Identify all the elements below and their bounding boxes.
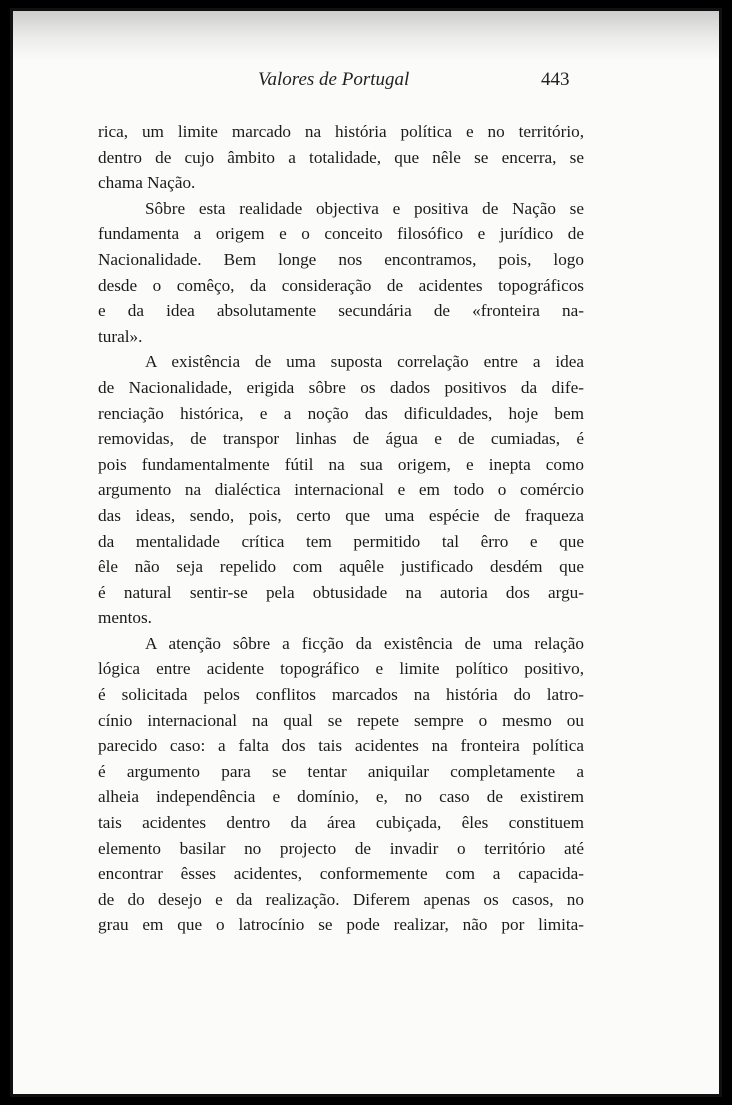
text-line: encontrar êsses acidentes, conformemente com a capacida- [98,864,584,884]
text-line: rica, um limite marcado na história política e no território, [98,122,584,141]
text-line: alheia independência e domínio, e, no caso de existirem [98,787,584,807]
text-line: fundamenta a origem e o conceito filosófico e jurídico de [98,224,584,244]
text-line: é natural sentir-se pela obtusidade na autoria dos argu- [98,582,584,602]
text-line: tais acidentes dentro da área cubiçada, êles constituem [98,813,584,833]
text-line: dentro de cujo âmbito a totalidade, que nêle se encerra, se [98,147,584,167]
text-line: é argumento para se tentar aniquilar completamente a [98,761,584,781]
text-line: é solicitada pelos conflitos marcados na história do latro- [98,685,584,705]
running-title: Valores de Portugal [258,69,410,90]
text-line: lógica entre acidente topográfico e limite político positivo, [98,659,584,679]
text-line: elemento basilar no projecto de invadir o território até [98,838,584,858]
text-line: chama Nação. [98,173,196,193]
text-line: mentos. [98,608,152,628]
text-line: e da idea absolutamente secundária de «fronteira na- [98,301,584,321]
text-line: Nacionalidade. Bem longe nos encontramos, pois, logo [98,249,584,269]
text-line: desde o comêço, da consideração de acidentes topográficos [98,275,584,295]
paragraph [98,349,584,631]
scan-shadow [13,11,722,61]
text-line: de do desejo e da realização. Diferem apenas os casos, no [98,889,584,909]
page-number: 443 [541,69,570,90]
paragraph [98,631,584,938]
page-header [13,69,719,99]
book-page [10,8,722,1097]
paragraph [98,119,584,196]
text-line: cínio internacional na qual se repete sempre o mesmo ou [98,710,584,730]
text-line: grau em que o latrocínio se pode realizar, não por limita- [98,915,584,935]
text-line: parecido caso: a falta dos tais acidentes na fronteira política [98,736,584,756]
body-text [98,119,584,938]
text-line: das ideas, sendo, pois, certo que uma espécie de fraqueza [98,505,584,525]
text-line: A atenção sôbre a ficção da existência de uma relação [145,633,584,653]
text-line: tural». [98,326,143,346]
text-line: da mentalidade crítica tem permitido tal êrro e que [98,531,584,551]
text-line: removidas, de transpor linhas de água e de cumiadas, é [98,429,584,449]
text-line: argumento na dialéctica internacional e em todo o comércio [98,480,584,500]
text-line: de Nacionalidade, erigida sôbre os dados positivos da dife- [98,377,584,397]
text-line: Sôbre esta realidade objectiva e positiva de Nação se [145,198,584,218]
text-line: pois fundamentalmente fútil na sua origem, e inepta como [98,454,584,474]
paragraph [98,196,584,350]
text-line: renciação histórica, e a noção das dificuldades, hoje bem [98,403,584,423]
text-line: A existência de uma suposta correlação entre a idea [145,352,584,372]
text-line: êle não seja repelido com aquêle justificado desdém que [98,557,584,577]
